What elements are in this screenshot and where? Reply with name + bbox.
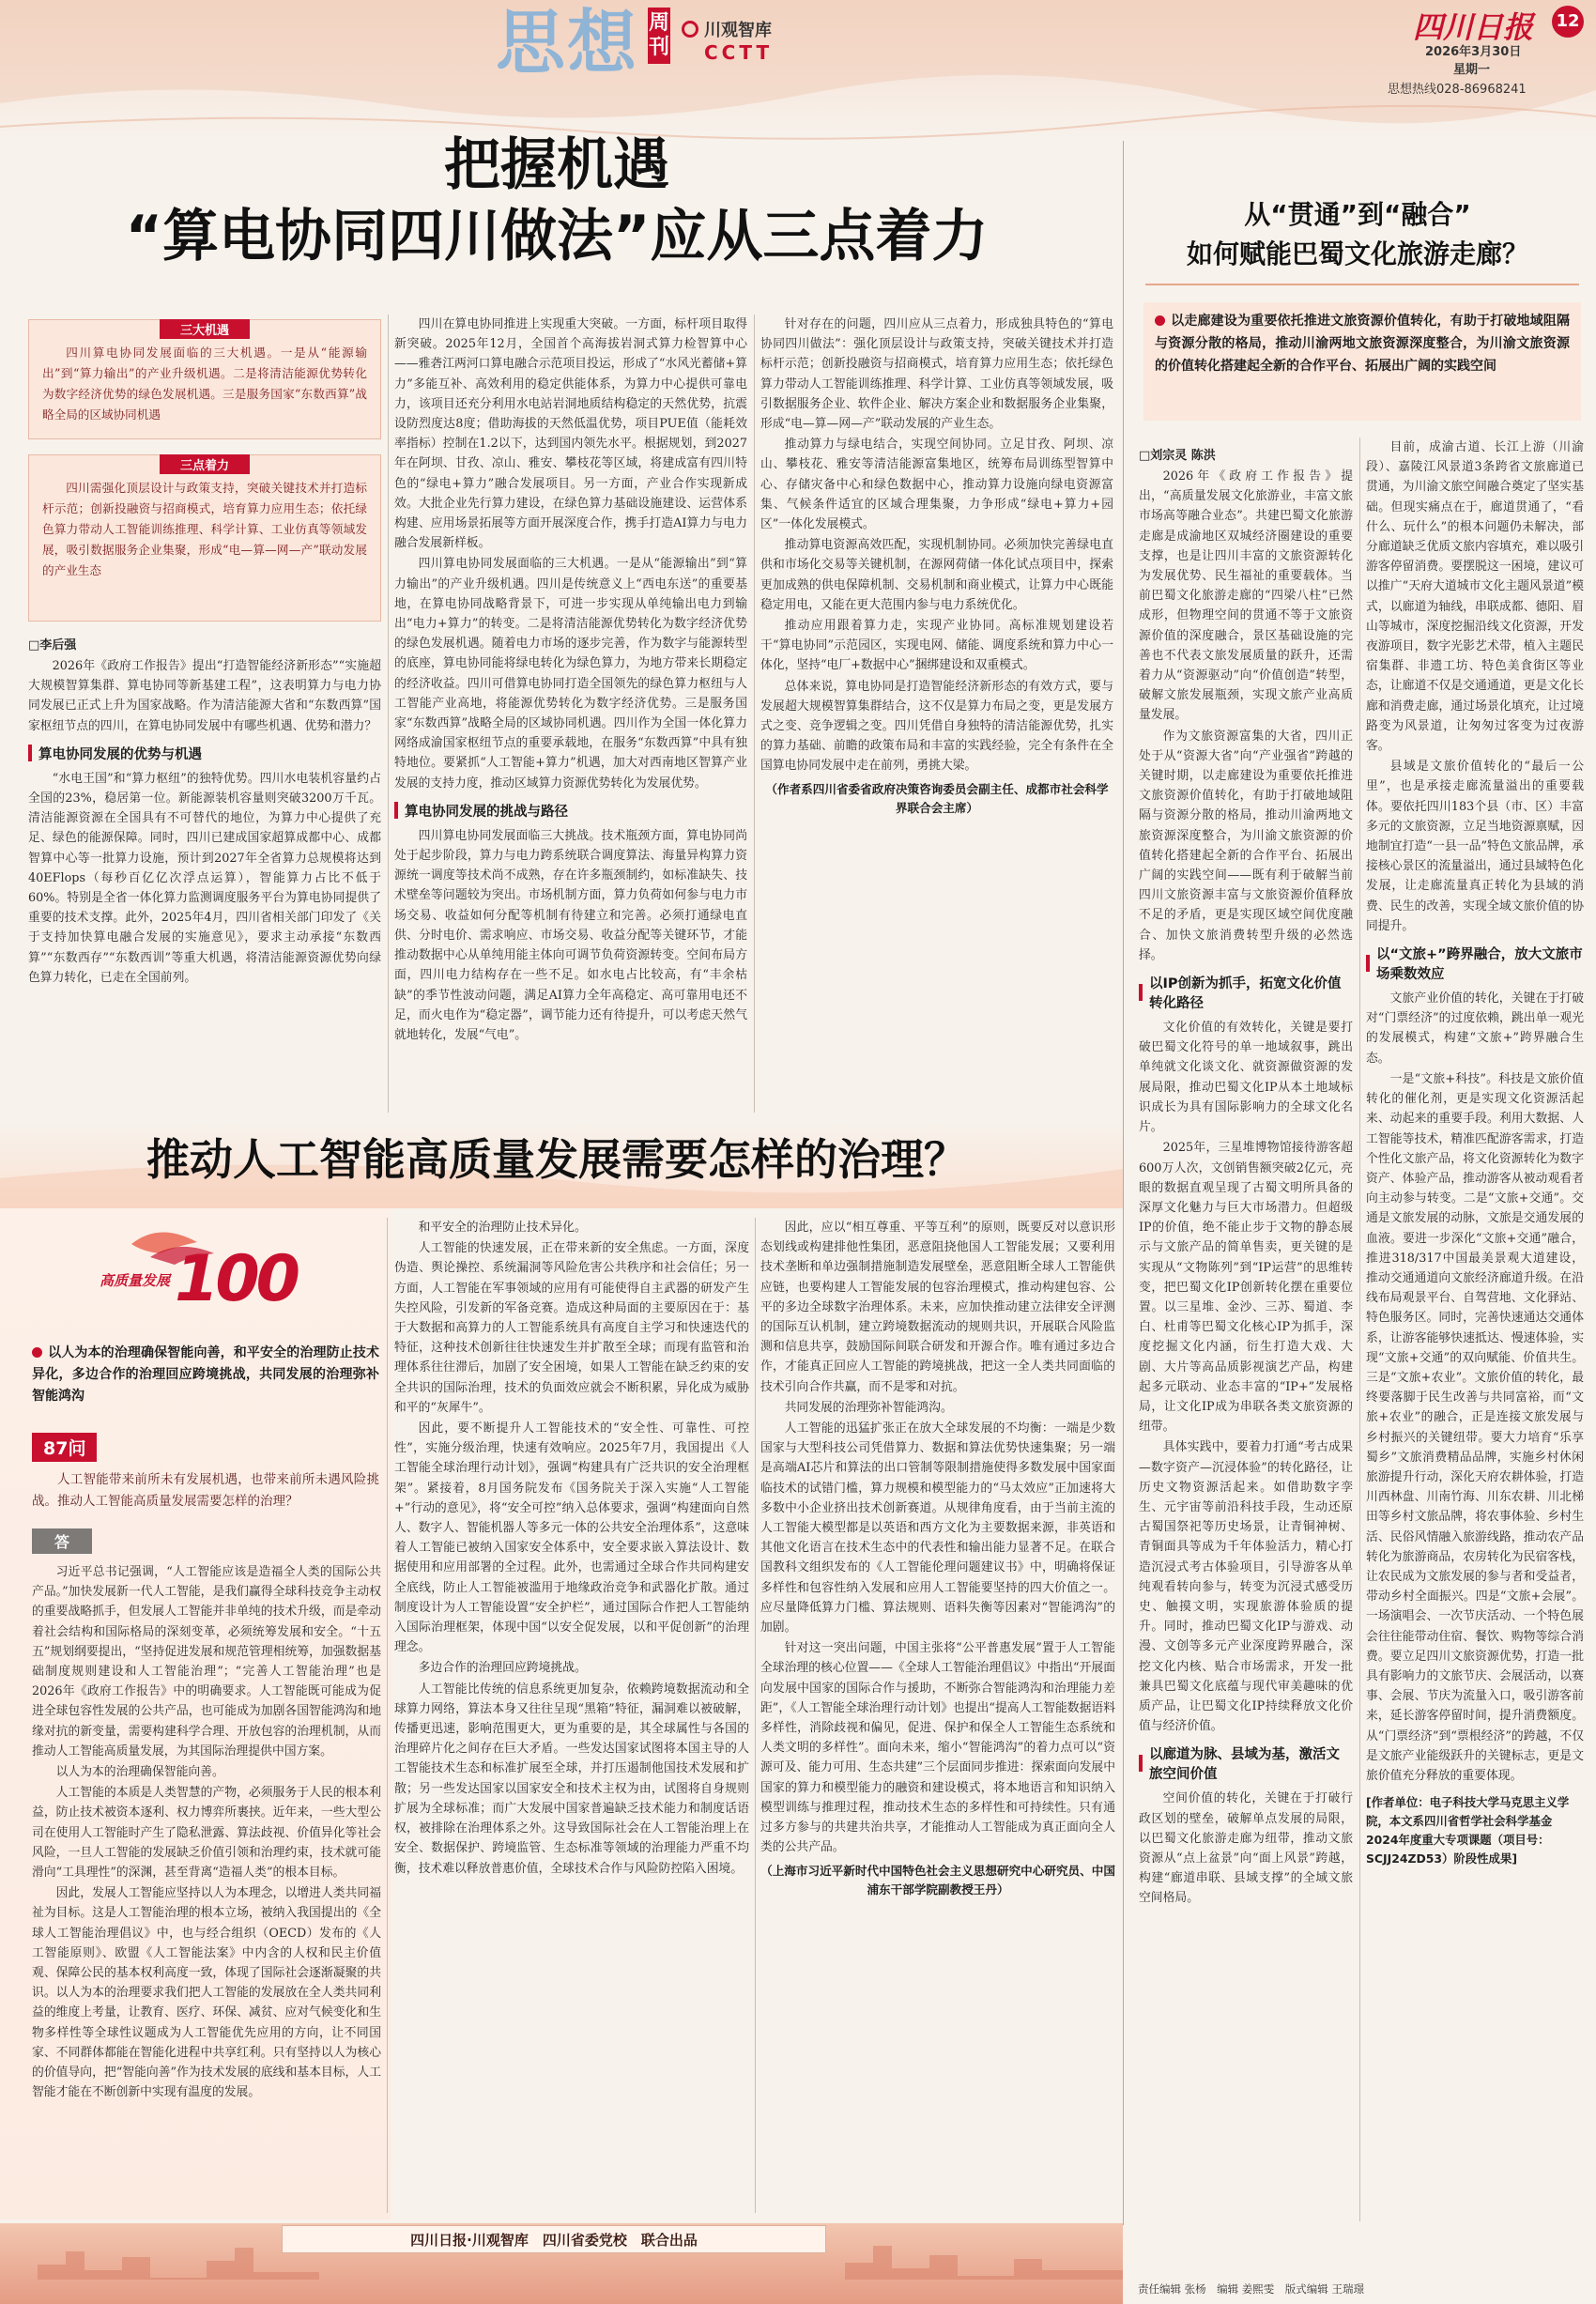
paragraph: 以人为本的治理确保智能向善。 [55,1765,224,1780]
question-tag: 87问 [32,1433,97,1462]
brand-title: 思想 [496,3,638,84]
paragraph: 人工智能的迅猛扩张正在放大全球发展的不均衡：一端是少数国家与大型科技公司凭借算力、数据和算法优势快速集聚；另一端是高端AI芯片和算法的出口管制等限制措施使得多数发展中国家面临技术的试错门槛，算力规模和模型能力的“马太效应”正加速将大多数中小企业挤出技术创新赛道。从规律角度看，由于当前主流的人工智能大模型都是以英语和西方文化为主要数据来源，非英语和其他文化语言在技术生态中的代表性和输出能力显著不足。在联合国教科文组织发布的《人工智能伦理问题建议书》中，明确将保证多样性和包容性纳入发展和应用人工智能要坚持的四大价值之一。应尽量降低算力门槛、算法规则、语料失衡等因素对“智能鸿沟”的加剧。 [760,1421,1115,1636]
article3-lead [32,1343,379,1407]
article3-lead-block [32,1343,379,1407]
summary-box-opportunities [28,319,381,439]
paragraph: 人工智能的本质是人类智慧的产物，必须服务于人民的根本利益，防止技术被资本逐利、权力博弈所裹挟。近年来，一些大型公司在使用人工智能时产生了隐私泄露、算法歧视、价值异化等社会风险，一旦人工智能的发展缺乏价值引领和治理约束，技术就可能滑向“工具理性”的深渊，甚至背离“造福人类”的根本目标。 [32,1786,381,1881]
subheading-marker [1139,984,1143,1001]
article3-col2 [394,1218,749,2218]
paragraph: 目前，成渝古道、长江上游（川渝段）、嘉陵江风景道3条跨省文旅廊道已贯通，为川渝文旅空间融合奠定了坚实基础。但现实痛点在于，廊道贯通了，“看什么、玩什么”的根本问题仍未解决，部分廊道缺乏优质文旅内容填充，难以吸引游客停留消费。要摆脱这一困境，建议可以推广“天府大道城市文化主题风景道”模式，以廊道为轴线，串联成都、德阳、眉山等城市，深度挖掘沿线文化资源，开发夜游项目，数字光影艺术带，植入主题民宿集群、非遗工坊、特色美食街区等业态，让廊道不仅是交通通道，更是文化长廊和消费走廊，通过场景化填充，让过境路变为风景道，让匆匆过客变为过夜游客。 [1366,440,1584,754]
paragraph: 作为文旅资源富集的大省，四川正处于从“资源大省”向“产业强省”跨越的关键时期，以走廊建设为重要依托推进文旅资源价值转化，有助于打破地域阻隔与资源分散的格局，推动川渝两地文旅资源深度整合，为川渝文旅资源的价值转化搭建起全新的合作平台、拓展出广阔的实践空间——既有利于破解当前四川文旅资源丰富与文旅资源价值释放不足的矛盾，更是实现区域空间优度融合、加快文旅消费转型升级的必然选择。 [1139,729,1353,962]
article3-title: 推动人工智能高质量发展需要怎样的治理？ [146,1134,967,1185]
article2-subheading [1139,973,1353,1012]
answer-tag: 答 [32,1528,92,1554]
article3-author-note: （上海市习近平新时代中国特色社会主义思想研究中心研究员、中国浦东干部学院副教授王丹） [760,1863,1115,1897]
paragraph: 四川算电协同发展面临三大挑战。技术瓶颈方面，算电协同尚处于起步阶段，算力与电力跨系统联合调度算法、海量异构算力资源统一调度等技术尚不成熟，存在许多瓶颈制约，如标准缺失、技术壁垒等问题较为突出。市场机制方面，算力负荷如何参与电力市场交易、收益如何分配等机制有待建立和完善。必须打通绿电直供、分时电价、需求响应、市场交易、收益分配等关键环节，才能推动数据中心从单纯用能主体向可调节负荷资源转变。空间布局方面，四川电力结构存在一些不足。如水电占比较高，有“丰余枯缺”的季节性波动问题，满足AI算力全年高稳定、高可靠用电还不足，而火电作为“稳定器”，调节能力还有待提升，可以考虑天然气就地转化，发展“气电”。 [394,828,747,1042]
article2-divider [1145,284,1579,285]
paragraph: 四川算电协同发展面临的三大机遇。一是从“能源输出”到“算力输出”的产业升级机遇。四川是传统意义上“西电东送”的重要基地，在算电协同战略背景下，可进一步实现从单纯输出电力到输出“电力+算力”的转变。二是将清洁能源优势转化为数字经济优势的绿色发展机遇。随着电力市场的逐步完善，作为数字与能源转型的底座，算电协同能将绿电转化为绿色算力，为地方带来长期稳定的经济收益。四川可借算电协同打造全国领先的绿色算力枢纽与人工智能产业高地，将能源优势转化为数字经济优势。三是服务国家“东数西算”战略全局的区域协同机遇。四川作为全国一体化算力网络成渝国家枢纽节点的重要承载地，在服务“东数西算”中具有独特地位。要紧抓“人工智能+算力”机遇，加大对西南地区智算产业发展的支持力度，推动区域算力资源优势转化为发展优势。 [394,557,747,791]
issue-date: 2026年3月30日 [1425,45,1522,59]
article1-col1 [28,627,381,1115]
bullet-icon [32,1347,42,1358]
column-divider [1359,438,1360,2221]
article1-author: □李后强 [28,638,77,653]
partner-name: 川观智库 [704,21,772,40]
paragraph: 针对存在的问题，四川应从三点着力，形成独具特色的“算电协同四川做法”：强化顶层设计与政策支持，突破关键技术并打造标杆示范；创新投融资与招商模式，培育算力应用生态；依托绿色算力带动人工智能训练推理、科学计算、工业仿真等领域发展，吸引数据服务企业、软件企业、解决方案企业和数据服务企业集聚，形成“电—算—网—产”联动发展的产业生态。 [760,317,1113,432]
series-logo [94,1225,319,1319]
article1-author-note: （作者系四川省委省政府决策咨询委员会副主任、成都市社会科学界联合会主席） [765,781,1109,815]
paragraph: 文化价值的有效转化，关键是要打破巴蜀文化符号的单一地域叙事，跳出单纯就文化谈文化、就资源做资源的发展局限，推动巴蜀文化IP从本土地域标识成长为具有国际影响力的全球文化名片。 [1139,1021,1353,1135]
subheading-text: 以IP创新为抓手，拓宽文化价值转化路径 [1149,976,1342,1012]
paragraph: 和平安全的治理防止技术异化。 [418,1221,587,1235]
summary-box-efforts [28,454,381,622]
page-number-badge: 12 [1552,6,1584,38]
paragraph: 总体来说，算电协同是打造智能经济新形态的有效方式，要与发展超大规模智算集群结合，这不仅是算力布局之变，更是发展方式之变、竞争逻辑之变。四川凭借自身独特的清洁能源优势，扎实的算力基础、前瞻的政策布局和丰富的实践经验，完全有条件在全国算电协同发展中走在前列，勇挑大梁。 [760,679,1113,774]
paragraph: 一是“文旅+科技”。科技是文旅价值转化的催化剂，更是实现文化资源活起来、动起来的重要手段。利用大数据、人工智能等技术，精准匹配游客需求，打造个性化文旅产品，将文化资源转化为数字资产、体验产品，推动游客从被动观看者向主动参与转变。二是“文旅+交通”。交通是文旅发展的动脉，文旅是交通发展的血液。要进一步深化“文旅+交通”融合，推进318/317中国最美景观大道建设，推动交通通道向文旅经济廊道升级。在沿线布局观景平台、自驾营地、文化驿站、特色服务区。同时，完善快速通达交通体系，让游客能够快速抵达、慢速体验，实现“文旅+交通”的双向赋能、价值共生。三是“文旅+农业”。文旅价值的转化，最终要落脚于民生改善与共同富裕，而“文旅+农业”的融合，正是连接文旅发展与乡村振兴的关键纽带。要大力培育“乐享蜀乡”文旅消费精品品牌，实施乡村休闲旅游提升行动，深化天府农耕体验，打造川西林盘、川南竹海、川东农耕、川北梯田等乡村文旅品牌，将农事体验、乡村生活、民俗风情融入旅游线路，推动农产品转化为旅游商品，农房转化为民宿客栈，让农民成为文旅发展的参与者和受益者，带动乡村全面振兴。四是“文旅+会展”。一场演唱会、一次节庆活动、一个特色展会往往能带动住宿、餐饮、购物等综合消费。要立足四川文旅资源优势，打造一批具有影响力的文旅节庆、会展活动，以赛事、会展、节庆为流量入口，吸引游客前来，延长游客停留时间，提升消费额度。从“门票经济”到“票根经济”的跨越，不仅是文旅产业能级跃升的关键标志，更是文旅价值充分释放的重要体现。 [1366,1071,1584,1783]
subheading-marker [28,745,32,761]
paragraph: 人工智能比传统的信息系统更加复杂，依赖跨境数据流动和全球算力网络，算法本身又往往呈现“黑箱”特征，漏洞难以被破解，传播更迅速，影响范围更大，更为重要的是，其全球属性与各国的治理碎片化之间存在巨大矛盾。一些发达国家试图将本国主导的人工智能技术生态和标准扩展至全球，并打压遏制他国技术发展和扩散；另一些发达国家以国家安全和技术主权为由，试图将自身规则扩展为全球标准；而广大发展中国家普遍缺乏技术能力和制度话语权，被排除在治理体系之外。这导致国际社会在人工智能治理上在安全、数据保护、跨境监管、生态标准等领域的治理能力严重不均衡，技术难以释放普惠价值，全球技术合作与风险防控陷入困境。 [394,1682,749,1876]
article2-lead-text: 以走廊建设为重要依托推进文旅资源价值转化，有助于打破地域阻隔与资源分散的格局，推动川渝两地文旅资源深度整合，为川渝文旅资源的价值转化搭建起全新的合作平台、拓展出广阔的实践空间 [1155,314,1570,374]
paragraph: 人工智能的快速发展，正在带来新的安全焦虑。一方面，深度伪造、舆论操控、系统漏洞等风险危害公共秩序和社会信任；另一方面，人工智能在军事领域的应用有可能使得自主武器的研发产生失控风险，引发新的军备竞赛。造成这种局面的主要原因在于：基于大数据和高算力的人工智能系统具有高度自主学习和快速迭代的特征，这种技术创新往往快速发生并扩散至全球；而现有监管和治理体系往往滞后，加剧了安全困境，如果人工智能在缺乏约束的安全共识的国际治理，技术的负面效应就会不断积累，异化成为威胁和平的“灰犀牛”。 [394,1241,749,1415]
article1-title-line1: 把握机遇 [444,132,669,198]
article1-subheading [394,801,747,821]
subheading-text: 算电协同发展的优势与机遇 [38,746,202,762]
article1-col2 [394,315,747,1113]
footer-editors: 责任编辑 张杨 编辑 姜熙雯 版式编辑 王瑞璟 [1138,2282,1364,2296]
summary-box-text: 四川算电协同发展面临的三大机遇。一是从“能源输出”到“算力输出”的产业升级机遇。二是将清洁能源优势转化为数字经济优势的绿色发展机遇。三是服务国家“东数西算”战略全局的区域协同机遇 [42,346,367,422]
subheading-text: 以“文旅+”跨界融合，放大文旅市场乘数效应 [1376,947,1583,983]
article1-title-line2: “算电协同四川做法”应从三点着力 [125,204,989,269]
article3-lead-text: 以人为本的治理确保智能向善，和平安全的治理防止技术异化，多边合作的治理回应跨境挑战，共同发展的治理弥补智能鸿沟 [32,1345,379,1404]
paragraph: 多边合作的治理回应跨境挑战。 [418,1661,587,1676]
partner-logo-icon [682,21,698,38]
article2-lead [1155,310,1570,377]
subheading-marker [394,802,398,819]
subheading-text: 以廊道为脉、县域为基，激活文旅空间价值 [1149,1747,1340,1783]
article1-subheading [28,744,381,763]
paragraph: “水电王国”和“算力枢纽”的独特优势。四川水电装机容量约占全国的23%，稳居第一位。新能源装机容量则突破3200万千瓦。清洁能源资源在全国具有不可替代的地位，为算力中心提供了充足、绿色的能源保障。同时，四川已建成国家超算成都中心、成都智算中心等一批算力设施，预计到2027年全省算力总规模将达到40EFlops（每秒百亿亿次浮点运算），智能算力占比不低于60%。特别是全省一体化算力监测调度服务平台为算电协同提供了重要的技术支撑。此外，2025年4月，四川省相关部门印发了《关于支持加快算电融合发展的实施意见》，要求主动承接“东数西算”“东数西存”“东数西训”等重大机遇，将清洁能源资源优势向绿色算力转化，已走在全国前列。 [28,771,381,985]
subheading-text: 算电协同发展的挑战与路径 [405,804,568,820]
paragraph: 2026年《政府工作报告》提出“打造智能经济新形态”“实施超大规模智算集群、算电协同等新基建工程”，这表明算力与电力协同发展已正式上升为国家战略。作为清洁能源大省和“东数西算”国家枢纽节点的四川，在算电协同发展中有哪些机遇、优势和潜力？ [28,659,381,733]
article1-col3 [760,315,1113,1113]
paragraph: 推动算电资源高效匹配，实现机制协同。必须加快完善绿电直供和市场化交易等关键机制，在源网荷储一体化试点项目中，探索更加成熟的供电保障机制、交易机制和商业模式，让算力中心既能稳定用电，又能在更大范围内参与电力系统优化。 [760,538,1113,612]
paper-logo: 四川日报 [1413,9,1534,45]
bullet-icon [1155,315,1165,326]
article2-col1 [1139,438,1353,2221]
article2-author-note: [作者单位：电子科技大学马克思主义学院，本文系四川省哲学社会科学基金2024年度重大专项课题（项目号：SCJJ24ZD53）阶段性成果] [1366,1795,1570,1866]
masthead [0,0,1596,141]
article2-lead-box [1143,302,1581,421]
summary-box-tag: 三大机遇 [160,319,250,339]
paragraph: 因此，应以“相互尊重、平等互利”的原则，既要反对以意识形态划线或构建排他性集团，恶意阻挠他国人工智能发展；又要利用技术垄断和单边强制措施制造发展壁垒，恶意阻断全球人工智能供应链，也要构建人工智能发展的包容治理模式，推动构建包容、公平的多边全球数字治理体系。未来，应加快推动建立法律安全评测的国际互认机制，建立跨境数据流动的规则共识，开展联合风险监测和信息共享，鼓励国际间联合研发和开源合作。唯有通过多边合作，才能真正回应人工智能的跨境挑战，把这一全人类共同面临的技术引向合作共赢，而不是零和对抗。 [760,1221,1115,1394]
paragraph: 2025年，三星堆博物馆接待游客超600万人次，文创销售额突破2亿元，亮眼的数据直观呈现了古蜀文明所具备的深厚文化魅力与巨大市场潜力。但超级IP的价值，绝不能止步于文物的静态展示与文旅产品的简单售卖，更关键的是实现从“文物陈列”到“IP运营”的思维转变，把巴蜀文化IP创新转化摆在重要位置。以三星堆、金沙、三苏、蜀道、李白、杜甫等巴蜀文化核心IP为抓手，深度挖掘文化内涵，衍生打造大戏、大剧、大片等高品质影视演艺产品，构建起多元联动、业态丰富的“IP+”发展格局，让文化IP成为串联各类文旅资源的纽带。 [1139,1141,1353,1435]
series-logo-number: 100 [175,1242,297,1316]
paragraph: 推动应用跟着算力走，实现产业协同。高标准规划建设若干“算电协同”示范园区，实现电网、储能、调度系统和算力中心一体化，坚持“电厂+数据中心”捆绑建设和双重模式。 [760,619,1113,673]
partner-en: CCTT [704,41,774,64]
paragraph: 推动算力与绿电结合，实现空间协同。立足甘孜、阿坝、凉山、攀枝花、雅安等清洁能源富集地区，统筹布局训练型智算中心、存储灾备中心和绿色数据中心，推动算力设施向绿电资源富集、气候条件适宜的区域合理集聚，力争形成“绿电+算力+园区”一体化发展模式。 [760,438,1113,532]
paragraph: 四川在算电协同推进上实现重大突破。一方面，标杆项目取得新突破。2025年12月，全国首个高海拔岩洞式算力检智算中心——雅砻江两河口算电融合示范项目投运，形成了“水风光蓄储+算力”多能互补、高效利用的稳定供能体系，为算力中心提供可靠电力，该项目还充分利用水电站岩洞地质结构稳定的天然优势，抗震设防烈度达8度；借助海拔的天然低温优势，项目PUE值（能耗效率指标）控制在1.2以下，达到国内领先水平。根据规划，到2027年在阿坝、甘孜、凉山、雅安、攀枝花等区域，将建成富有四川特色的“绿电+算力”融合发展项目。另一方面，产业合作实现新成效。大批企业先行算力建设，在绿色算力基础设施建设、运营体系构建、应用场景拓展等方面开展深度合作，携手打造AI算力与电力融合发展新样板。 [394,317,747,551]
article2-author: □刘宗灵 陈洪 [1139,449,1216,463]
hotline: 思想热线028-86968241 [1388,83,1527,97]
paragraph: 文旅产业价值的转化，关键在于打破对“门票经济”的过度依赖，跳出单一观光的发展模式，构建“文旅+”跨界融合生态。 [1366,991,1584,1066]
article2-title-line1: 从“贯通”到“融合” [1244,199,1471,230]
paragraph: 空间价值的转化，关键在于打破行政区划的壁垒，破解单点发展的局限，以巴蜀文化旅游走廊为纽带，推动文旅资源从“点上盆景”向“面上风景”跨越，构建“廊道串联、县域支撑”的全域文旅空间格局。 [1139,1791,1353,1906]
paragraph: 共同发展的治理弥补智能鸿沟。 [784,1400,953,1415]
paragraph: 具体实践中，要着力打通“考古成果—数字资产—沉浸体验”的转化路径，让历史文物资源活起来。如借助数字孪生、元宇宙等前沿科技手段，生动还原古蜀国祭祀等历史场景，让青铜神树、青铜面具等成为千年体验活力，精心打造沉浸式考古体验项目，引导游客从单纯观看转向参与，转变为沉浸式感受历史、触摸文明，实现旅游体验质的提升。同时，推动巴蜀文化IP与游戏、动漫、文创等多元产业深度跨界融合，深挖文化内核、贴合市场需求，开发一批兼具巴蜀文化底蕴与现代审美趣味的优质产品，让巴蜀文化IP持续释放文化价值与经济价值。 [1139,1440,1353,1734]
question-text: 人工智能带来前所未有发展机遇，也带来前所未遇风险挑战。推动人工智能高质量发展需要怎样的治理？ [32,1472,379,1509]
paragraph: 县域是文旅价值转化的“最后一公里”，也是承接走廊流量溢出的重要载体。要依托四川183个县（市、区）丰富多元的文旅资源，立足当地资源禀赋，因地制宜打造“一县一品”特色文旅品牌，承接核心景区的流量溢出，通过县域特色化发展，让走廊流量真正转化为县域的消费、民生的改善，实现全域文旅价值的协同提升。 [1366,760,1584,933]
column-divider [1123,141,1124,2225]
brand-subtitle: 周刊 [648,8,670,64]
summary-box-text: 四川需强化顶层设计与政策支持，突破关键技术并打造标杆示范；创新投融资与招商模式，培育算力应用生态；依托绿色算力带动人工智能训练推理、科学计算、工业仿真等领域发展，吸引数据服务企业集聚，形成“电—算—网—产”联动发展的产业生态 [42,481,367,577]
footer-credit: 四川日报·川观智库 四川省委党校 联合出品 [410,2232,698,2249]
article2-title-line2: 如何赋能巴蜀文化旅游走廊？ [1186,238,1528,269]
subheading-marker [1139,1755,1143,1772]
issue-weekday: 星期一 [1453,63,1491,77]
column-divider [755,1218,756,2213]
series-logo-small: 高质量发展 [100,1272,171,1289]
column-divider [754,315,755,1113]
summary-box-tag: 三点着力 [160,454,250,474]
paragraph: 2026年《政府工作报告》提出，“高质量发展文化旅游业，丰富文旅市场高等融合业态”。共建巴蜀文化旅游走廊是成渝地区双城经济圈建设的重要支撑，也是让四川丰富的文旅资源转化为发展优势、民生福祉的重要载体。当前巴蜀文化旅游走廊的“四梁八柱”已然成形，但物理空间的贯通不等于文旅资源价值的深度融合，景区基础设施的完善也不代表文旅发展质量的跃升，还需着力从“资源驱动”向“价值创造”转型，破解文旅发展瓶颈，实现文旅产业高质量发展。 [1139,469,1353,723]
article2-subheading [1366,944,1584,983]
paragraph: 因此，要不断提升人工智能技术的“安全性、可靠性、可控性”，实施分级治理，快速有效响应。2025年7月，我国提出《人工智能全球治理行动计划》，强调“构建具有广泛共识的安全治理框架”。紧接着，8月国务院发布《国务院关于深入实施“人工智能+”行动的意见》，将“安全可控”纳入总体要求，强调“构建面向自然人、数字人、智能机器人等多元一体的公共安全治理体系”，这意味着人工智能已被纳入国家安全体系中，安全要求嵌入算法设计、数据使用和应用部署的全过程。此外，也需通过全球合作共同构建安全底线，防止人工智能被滥用于地缘政治竞争和武器化扩散。通过制度设计为人工智能设置“安全护栏”，通过国际合作把人工智能纳入国际治理框架，体现中国“以安全促发展，以和平促创新”的治理理念。 [394,1421,749,1655]
footer-band [0,2223,1123,2304]
paragraph: 针对这一突出问题，中国主张将“公平普惠发展”置于人工智能全球治理的核心位置——《全球人工智能治理倡议》中指出“开展面向发展中国家的国际合作与援助，不断弥合智能鸿沟和治理能力差距”，《人工智能全球治理行动计划》也提出“提高人工智能数据语料多样性，消除歧视和偏见，促进、保护和保全人工智能生态系统和人类文明的多样性”。面向未来，缩小“智能鸿沟”的着力点可以“资源可及、能力可用、生态共建”三个层面同步推进：探索面向发展中国家的算力和模型能力的融资和建设模式，将本地语言和知识纳入模型训练与推理过程，推动技术生态的多样性和可持续性。只有通过多方参与的共建共治共享，才能推动人工智能成为真正面向全人类的公共产品。 [760,1641,1115,1855]
column-divider [387,1218,388,2213]
article2-subheading [1139,1743,1353,1783]
masthead-decoration [0,0,1596,141]
subheading-marker [1366,955,1370,972]
article2-col2 [1366,438,1584,2221]
column-divider [388,315,389,1113]
paragraph: 习近平总书记强调，“人工智能应该是造福全人类的国际公共产品。”加快发展新一代人工智能，是我们赢得全球科技竞争主动权的重要战略抓手，但发展人工智能并非单纯的技术升级，而是牵动着社会结构和国际格局的深刻变革，必须统筹发展和安全。“十五五”规划纲要提出，“坚持促进发展和规范管理相统筹，加强数据基础制度规则建设和人工智能治理”；“完善人工智能治理”也是2026年《政府工作报告》中的明确要求。人工智能既可能成为促进全球包容性发展的公共产品，也可能成为加剧各国智能鸿沟和地缘对抗的新变量，需要构建科学合理、开放包容的治理机制，从而推动人工智能高质量发展，为其国际治理提供中国方案。 [32,1565,381,1759]
article3-col3 [760,1218,1115,2218]
article3-col1 [32,1562,381,2218]
paragraph: 因此，发展人工智能应坚持以人为本理念，以增进人类共同福祉为目标。这是人工智能治理的根本立场，被纳入我国提出的《全球人工智能治理倡议》中，也与经合组织（OECD）发布的《人工智能原则》、欧盟《人工智能法案》中内含的人权和民主价值观、保障公民的基本权利高度一致，体现了国际社会逐渐凝聚的共识。以人为本的治理要求我们把人工智能的发展放在全人类共同利益的维度上考量，让教育、医疗、环保、减贫、应对气候变化和生物多样性等全球性议题成为人工智能优先应用的方向，让不同国家、不同群体都能在智能化进程中共享红利。只有坚持以人为核心的价值导向，把“智能向善”作为技术发展的底线和基本目标，人工智能才能在不断创新中实现有温度的发展。 [32,1886,381,2100]
